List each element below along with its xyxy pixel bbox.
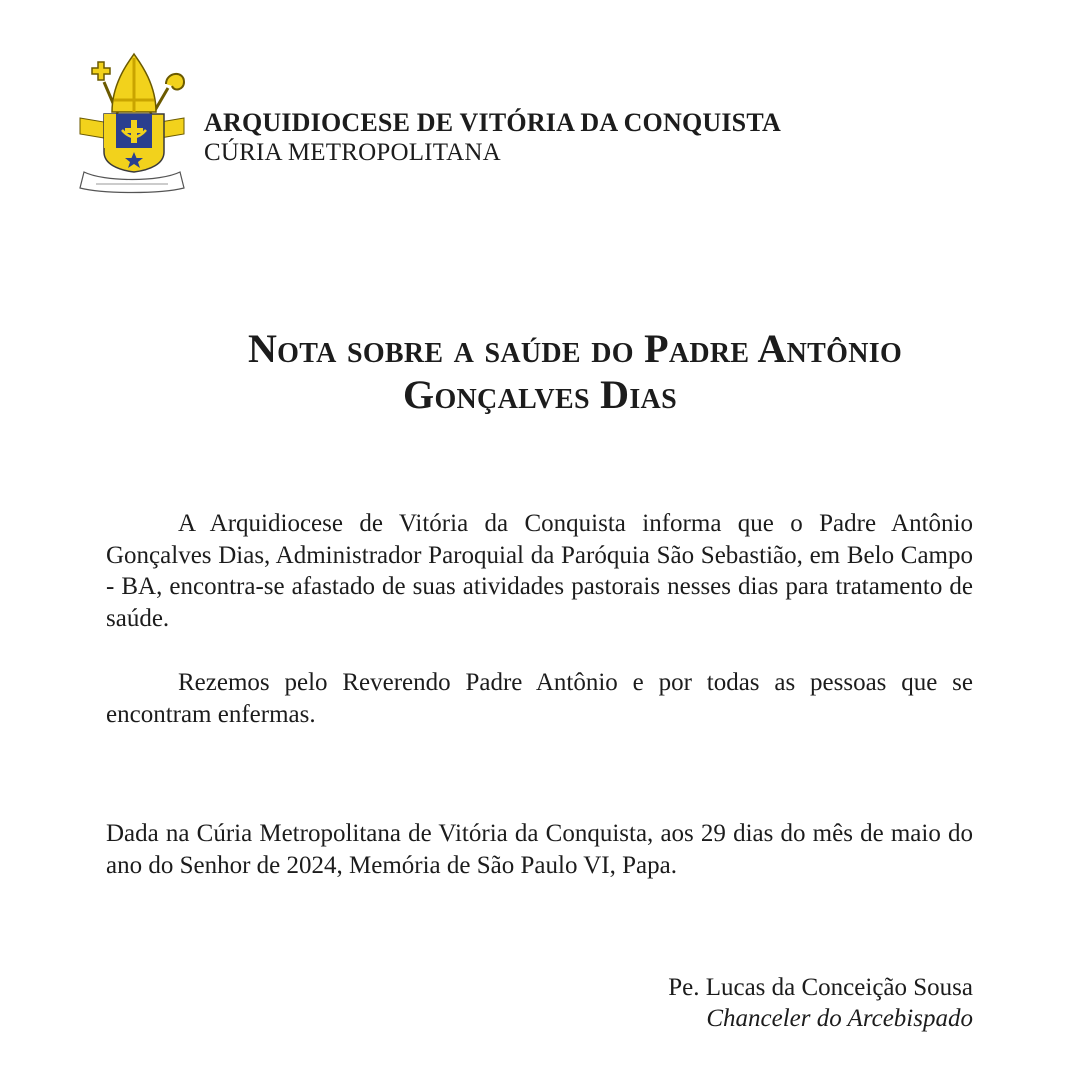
signature-block (668, 972, 973, 1034)
body-paragraph-2: Rezemos pelo Reverendo Padre Antônio e por todas as pessoas que se encontram enfermas. (106, 669, 973, 728)
signer-role: Chanceler do Arcebispado (706, 1005, 973, 1032)
motto-scroll-icon (80, 172, 184, 193)
organization-header (204, 108, 781, 168)
shield-icon (104, 114, 164, 172)
body-paragraph-dating: Dada na Cúria Metropolitana de Vitória da Conquista, aos 29 dias do mês de maio do ano do Senhor de 2024, Memória de São Paulo VI, Papa. (106, 820, 973, 879)
organization-name: ARQUIDIOCESE DE VITÓRIA DA CONQUISTA (204, 108, 781, 137)
coat-of-arms-icon (74, 48, 190, 194)
document-title-line-2: Gonçalves Dias (403, 372, 677, 417)
body-paragraph-1: A Arquidiocese de Vitória da Conquista informa que o Padre Antônio Gonçalves Dias, Administrador Paroquial da Paróquia São Sebastião, em Belo Campo - BA, encontra-se afastado de suas atividades pastorais nesses dias para tratamento de saúde. (106, 510, 973, 632)
crozier-icon (154, 74, 184, 112)
organization-subtitle: CÚRIA METROPOLITANA (204, 139, 501, 166)
document-title-line-1: Nota sobre a saúde do Padre Antônio (247, 326, 903, 371)
signer-name: Pe. Lucas da Conceição Sousa (668, 974, 973, 1001)
